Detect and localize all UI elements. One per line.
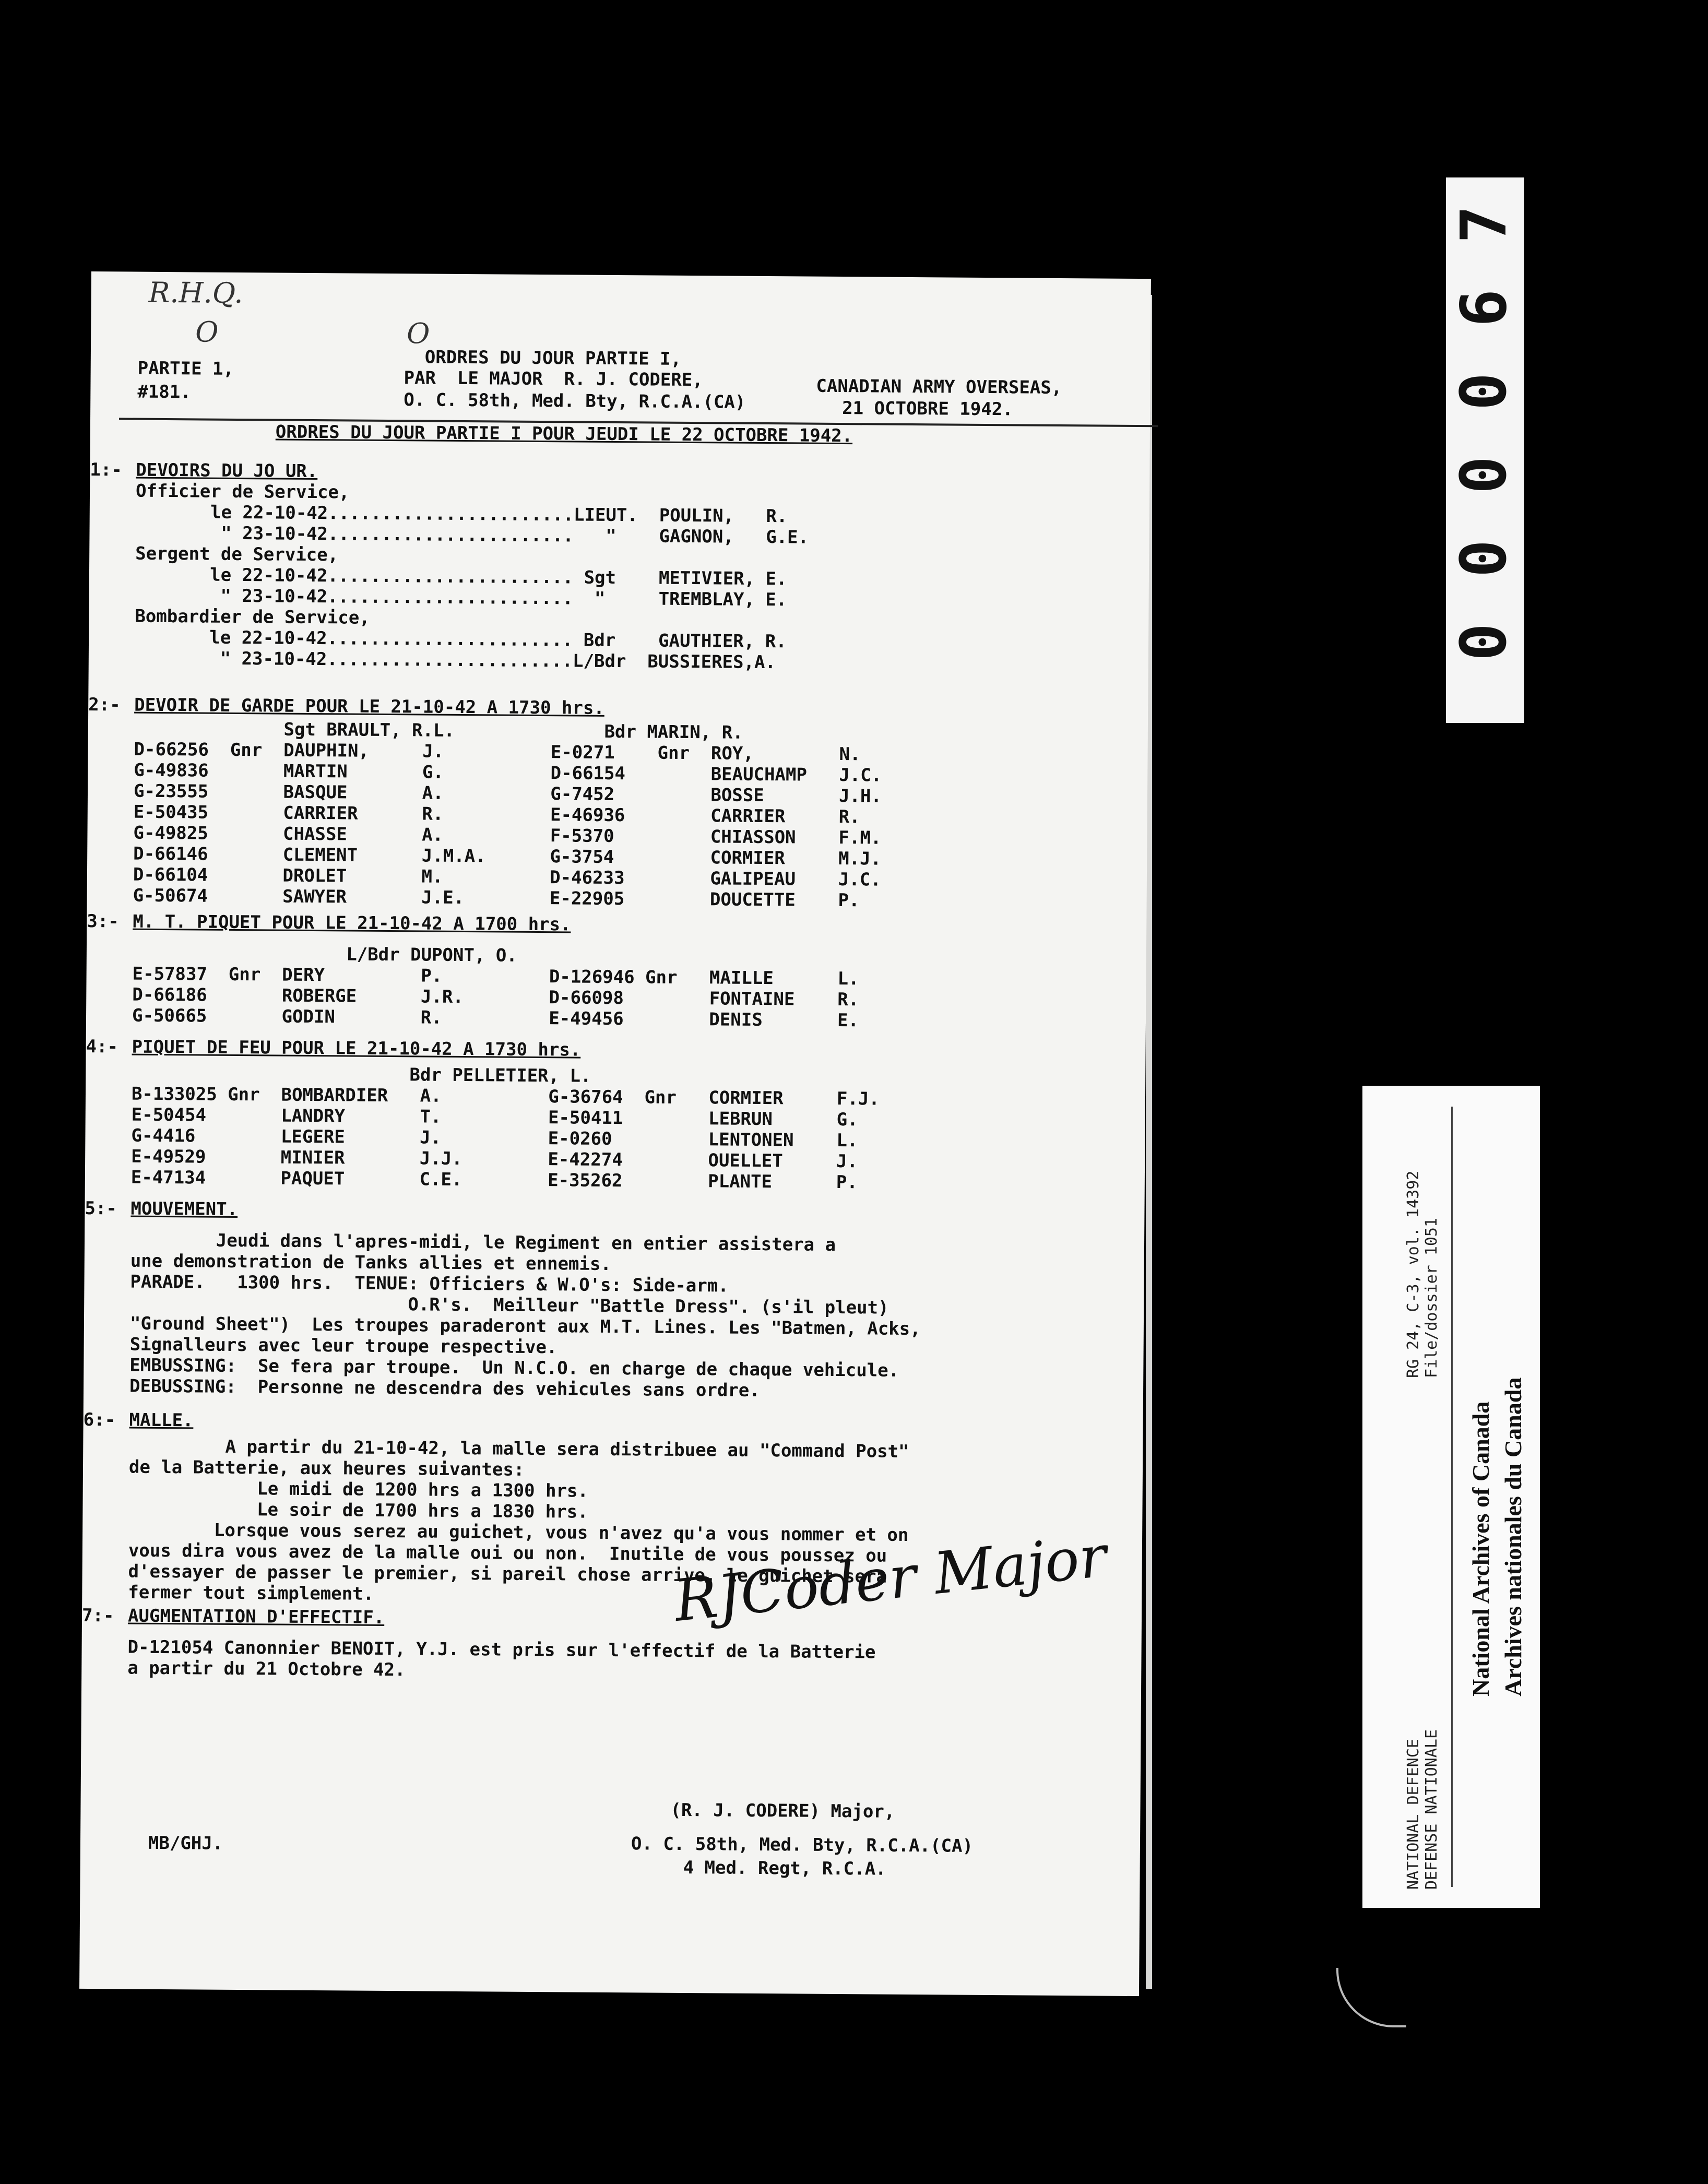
punch-hole-mark: O — [406, 317, 430, 350]
signature-regiment: 4 Med. Regt, R.C.A. — [683, 1857, 886, 1880]
section2-line: G-50674 SAWYER J.E. E-22905 DOUCETTE P. — [133, 885, 860, 911]
header-number: #181. — [137, 381, 191, 403]
label-file: File/dossier 1051 — [1422, 1217, 1441, 1378]
handwritten-signature: RJCoder Major — [671, 1522, 1110, 1635]
label-reference: RG 24, C-3, vol. 14392 — [1404, 1170, 1422, 1378]
section5-title: MOUVEMENT. — [131, 1198, 238, 1220]
section5-line: Signalleurs avec leur troupe respective. — [129, 1334, 558, 1358]
stamp-digit: 0 — [1448, 623, 1521, 661]
header-org: CANADIAN ARMY OVERSEAS, — [816, 375, 1062, 398]
section4-line: E-50454 LANDRY T. E-50411 LEBRUN G. — [131, 1104, 858, 1131]
label-dept-english: NATIONAL DEFENCE — [1404, 1739, 1422, 1890]
section7-line: D-121054 Canonnier BENOIT, Y.J. est pris sur l'effectif de la Batterie — [127, 1636, 876, 1663]
stamp-digit: 0 — [1448, 539, 1521, 578]
section1-line: le 22-10-42....................... Bdr GAUTHIER, R. — [134, 626, 787, 652]
section6-line: Le midi de 1200 hrs a 1300 hrs. — [128, 1477, 589, 1502]
header-date: 21 OCTOBRE 1942. — [842, 398, 1013, 420]
section1-line: Sergent de Service, — [135, 543, 339, 566]
section6-title: MALLE. — [129, 1409, 194, 1431]
section5-number: 5:- — [85, 1197, 117, 1219]
section2-line: G-23555 BASQUE A. G-7452 BOSSE J.H. — [133, 780, 882, 807]
section5-line: O.R's. Meilleur "Battle Dress". (s'il pleut) — [130, 1292, 889, 1319]
section2-line: G-49836 MARTIN G. D-66154 BEAUCHAMP J.C. — [134, 759, 882, 786]
section1-line: Bombardier de Service, — [135, 606, 370, 628]
section3-title: M. T. PIQUET POUR LE 21-10-42 A 1700 hrs. — [133, 911, 571, 935]
section7-number: 7:- — [81, 1605, 114, 1627]
section6-line: Lorsque vous serez au guichet, vous n'avez qu'a vous nommer et on — [128, 1519, 909, 1546]
section3-line: E-57837 Gnr DERY P. D-126946 Gnr MAILLE L. — [132, 963, 859, 990]
handwritten-mark: R.H.Q. — [148, 276, 243, 310]
section4-number: 4:- — [86, 1036, 118, 1058]
section6-line: d'essayer de passer le premier, si pareil chose arrive, le guichet sera — [128, 1561, 887, 1587]
stamp-digit: 6 — [1448, 289, 1521, 327]
section7-title: AUGMENTATION D'EFFECTIF. — [127, 1605, 385, 1628]
section1-title: DEVOIRS DU JO UR. — [136, 459, 318, 482]
section6-line: Le soir de 1700 hrs a 1830 hrs. — [128, 1498, 588, 1523]
frame-number-stamp — [1446, 177, 1524, 723]
section6-line: A partir du 21-10-42, la malle sera distribuee au "Command Post" — [129, 1435, 909, 1462]
section2-line: D-66256 Gnr DAUPHIN, J. E-0271 Gnr ROY, N. — [134, 739, 861, 765]
document-page — [79, 271, 1151, 1996]
section5-line: DEBUSSING: Personne ne descendra des vehicules sans ordre. — [129, 1375, 760, 1401]
section7-line: a partir du 21 Octobre 42. — [127, 1657, 406, 1681]
section4-title: PIQUET DE FEU POUR LE 21-10-42 A 1730 hrs. — [132, 1036, 581, 1061]
section3-line: G-50665 GODIN R. E-49456 DENIS E. — [132, 1005, 859, 1031]
stamp-digit: 0 — [1448, 372, 1521, 411]
section6-number: 6:- — [83, 1409, 116, 1431]
section1-line: le 22-10-42....................... Sgt METIVIER, E. — [135, 564, 787, 590]
section2-line: D-66104 DROLET M. D-46233 GALIPEAU J.C. — [133, 864, 881, 891]
section4-line: B-133025 Gnr BOMBARDIER A. G-36764 Gnr CORMIER F.J. — [131, 1083, 880, 1110]
section1-line: le 22-10-42.......................LIEUT. POULIN, R. — [135, 501, 788, 527]
signature-unit: O. C. 58th, Med. Bty, R.C.A.(CA) — [631, 1833, 974, 1857]
section1-number: 1:- — [90, 459, 122, 481]
signature-name: (R. J. CODERE) Major, — [670, 1799, 895, 1822]
label-dept-french: DEFENSE NATIONALE — [1422, 1729, 1441, 1890]
section4-line: Bdr PELLETIER, L. — [132, 1062, 591, 1087]
section2-line: G-49825 CHASSE A. F-5370 CHIASSON F.M. — [133, 822, 882, 849]
label-archives-french: Archives nationales du Canada — [1500, 1377, 1526, 1696]
header-title-line2: PAR LE MAJOR R. J. CODERE, — [404, 367, 703, 391]
section6-line: de la Batterie, aux heures suivantes: — [128, 1456, 525, 1480]
section2-line: Sgt BRAULT, R.L. Bdr MARIN, R. — [134, 718, 743, 743]
film-curl-mark — [1336, 1968, 1406, 2027]
section5-line: PARADE. 1300 hrs. TENUE: Officiers & W.O's: Side-arm. — [130, 1271, 729, 1297]
section4-line: G-4416 LEGERE J. E-0260 LENTONEN L. — [131, 1125, 858, 1152]
section2-number: 2:- — [88, 694, 121, 716]
label-archives-english: National Archives of Canada — [1467, 1401, 1494, 1696]
footer-initials: MB/GHJ. — [148, 1832, 223, 1854]
section6-line: vous dira vous avez de la malle oui ou non. Inutile de vous poussez ou — [128, 1540, 887, 1566]
section3-number: 3:- — [87, 910, 119, 932]
section1-line: " 23-10-42.......................L/Bdr BUSSIERES,A. — [134, 647, 776, 673]
section5-line: une demonstration de Tanks allies et ennemis. — [130, 1250, 612, 1275]
handwritten-circle: O — [195, 315, 219, 349]
section2-title: DEVOIR DE GARDE POUR LE 21-10-42 A 1730 hrs. — [134, 694, 604, 719]
label-divider — [1451, 1107, 1453, 1887]
section2-line: E-50435 CARRIER R. E-46936 CARRIER R. — [133, 801, 860, 828]
section5-line: "Ground Sheet") Les troupes paraderont aux M.T. Lines. Les "Batmen, Acks, — [129, 1313, 921, 1340]
header-subtitle: ORDRES DU JOUR PARTIE I POUR JEUDI LE 22 OCTOBRE 1942. — [275, 421, 853, 447]
section5-line: EMBUSSING: Se fera par troupe. Un N.C.O. en charge de chaque vehicule. — [129, 1355, 899, 1381]
section3-line: L/Bdr DUPONT, O. — [132, 942, 517, 966]
section4-line: E-47134 PAQUET C.E. E-35262 PLANTE P. — [131, 1167, 858, 1193]
section1-line: " 23-10-42....................... " TREMBLAY, E. — [135, 585, 787, 611]
archive-label — [1362, 1086, 1540, 1908]
stamp-digit: 0 — [1448, 456, 1521, 494]
section3-line: D-66186 ROBERGE J.R. D-66098 FONTAINE R. — [132, 984, 859, 1011]
section6-line: fermer tout simplement. — [128, 1582, 374, 1605]
header-title-line3: O. C. 58th, Med. Bty, R.C.A.(CA) — [404, 389, 746, 413]
section4-line: E-49529 MINIER J.J. E-42274 OUELLET J. — [131, 1146, 858, 1172]
header-title-line1: ORDRES DU JOUR PARTIE I, — [424, 347, 682, 370]
section5-line: Jeudi dans l'apres-midi, le Regiment en entier assistera a — [130, 1229, 836, 1256]
section2-line: D-66146 CLEMENT J.M.A. G-3754 CORMIER M.J. — [133, 843, 882, 870]
stamp-digit: 7 — [1448, 205, 1521, 244]
section1-line: Officier de Service, — [135, 480, 350, 503]
header-partie: PARTIE 1, — [137, 358, 234, 379]
section1-line: " 23-10-42....................... " GAGNON, G.E. — [135, 522, 809, 548]
